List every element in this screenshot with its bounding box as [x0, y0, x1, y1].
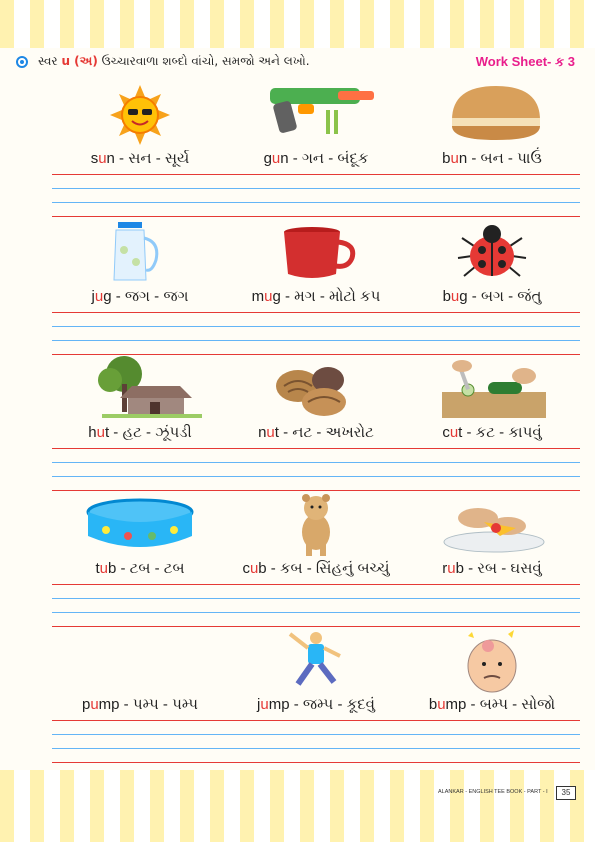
word-label: sun - સન - સૂર્ય [90, 150, 190, 167]
page-number: 35 [556, 786, 576, 800]
word-label: rub - રબ - ઘસવું [442, 560, 542, 577]
writing-lines[interactable] [52, 720, 228, 768]
word-label: bun - બન - પાઉં [442, 150, 542, 167]
writing-lines[interactable] [228, 174, 404, 222]
word-label: mug - મગ - મોટો કપ [251, 288, 381, 305]
writing-lines[interactable] [404, 448, 580, 496]
book-title: ALANKAR - ENGLISH TEE BOOK - PART - I [438, 789, 548, 795]
writing-lines[interactable] [228, 584, 404, 632]
instruction-suffix: ઉચ્ચારવાળા શબ્દો વાંચો, સમજો અને લખો. [101, 54, 310, 68]
word-label: pump - પમ્પ - પમ્પ [81, 696, 199, 713]
word-label: cut - કટ - કાપવું [442, 424, 542, 441]
jumping-boy-icon [228, 628, 404, 694]
writing-lines[interactable] [228, 448, 404, 496]
word-label: bug - બગ - જંતુ [442, 288, 542, 305]
bump-head-icon [404, 628, 580, 694]
walnut-icon [228, 356, 404, 422]
writing-lines[interactable] [404, 720, 580, 768]
rubbing-icon [404, 492, 580, 558]
word-label: gun - ગન - બંદૂક [263, 150, 369, 167]
worksheet-label: Work Sheet- ક 3 [475, 54, 575, 69]
ladybug-icon [404, 220, 580, 286]
worksheet-header [16, 52, 581, 74]
sun-icon [52, 82, 228, 148]
hut-icon [52, 356, 228, 422]
water-jug-icon [52, 220, 228, 286]
writing-lines[interactable] [52, 448, 228, 496]
instruction-prefix: સ્વર [38, 54, 58, 68]
bottom-decorative-band [0, 770, 595, 842]
writing-lines[interactable] [228, 312, 404, 360]
writing-lines[interactable] [404, 312, 580, 360]
word-label: bump - બમ્પ - સોજો [428, 696, 556, 713]
pump-icon [52, 628, 228, 694]
word-label: hut - હટ - ઝૂંપડી [88, 424, 192, 441]
writing-lines[interactable] [228, 720, 404, 768]
tub-icon [52, 492, 228, 558]
bullet-icon [16, 56, 28, 68]
writing-lines[interactable] [52, 584, 228, 632]
writing-lines[interactable] [404, 584, 580, 632]
word-label: jump - જમ્પ - કૂદવું [257, 696, 375, 713]
writing-lines[interactable] [404, 174, 580, 222]
word-label: cub - કબ - સિંહનું બચ્ચું [242, 560, 390, 577]
writing-lines[interactable] [52, 312, 228, 360]
bun-icon [404, 82, 580, 148]
word-label: tub - ટબ - ટબ [95, 560, 185, 577]
lion-cub-icon [228, 492, 404, 558]
toy-gun-icon [228, 82, 404, 148]
top-decorative-band [0, 0, 595, 48]
instruction-text [38, 54, 310, 69]
mug-icon [228, 220, 404, 286]
cutting-icon [404, 356, 580, 422]
word-label: nut - નટ - અખરોટ [258, 424, 374, 441]
writing-lines[interactable] [52, 174, 228, 222]
instruction-vowel: u (અ) [61, 54, 98, 68]
word-label: jug - જગ - જગ [91, 288, 189, 305]
